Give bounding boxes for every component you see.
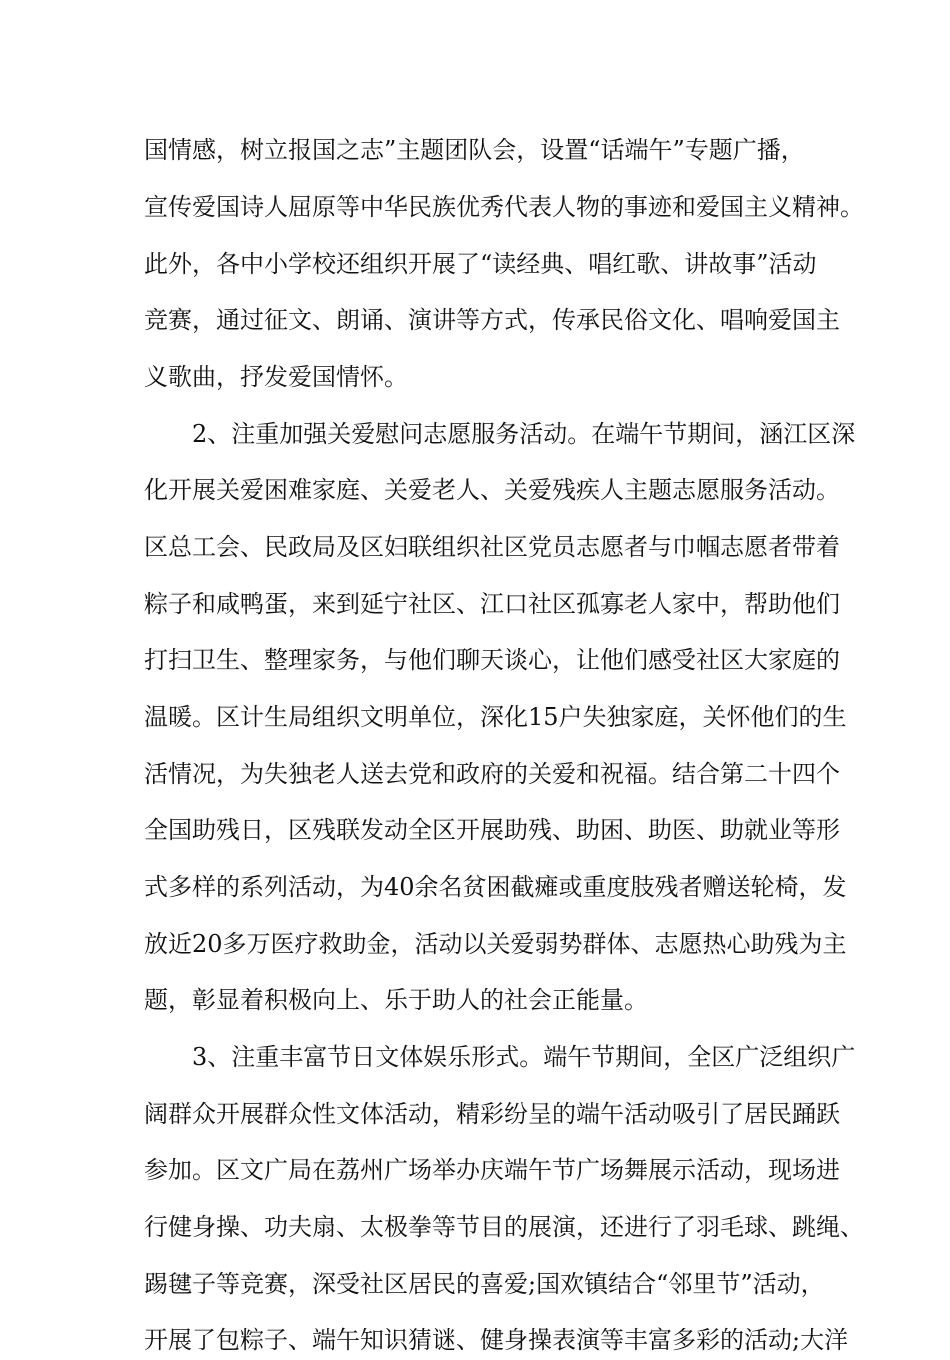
text-line: 宣传爱国诗人屈原等中华民族优秀代表人物的事迹和爱国主义精神。 [144,193,864,221]
text-line: 式多样的系列活动，为40余名贫困截瘫或重度肢残者赠送轮椅，发 [144,873,847,901]
text-line: 粽子和咸鸭蛋，来到延宁社区、江口社区孤寡老人家中，帮助他们 [144,590,840,618]
text-line: 活情况，为失独老人送去党和政府的关爱和祝福。结合第二十四个 [144,760,840,788]
text-line: 阔群众开展群众性文体活动，精彩纷呈的端午活动吸引了居民踊跃 [144,1100,840,1128]
text-line: 全国助残日，区残联发动全区开展助残、助困、助医、助就业等形 [144,816,840,844]
text-line: 题，彰显着积极向上、乐于助人的社会正能量。 [144,986,648,1014]
text-line: 放近20多万医疗救助金，活动以关爱弱势群体、志愿热心助残为主 [144,930,847,958]
text-line: 此外，各中小学校还组织开展了“读经典、唱红歌、讲故事”活动 [144,250,817,278]
paragraph-start-line: 3、注重丰富节日文体娱乐形式。端午节期间，全区广泛组织广 [192,1043,856,1071]
text-line: 行健身操、功夫扇、太极拳等节目的展演，还进行了羽毛球、跳绳、 [144,1213,864,1241]
text-line: 化开展关爱困难家庭、关爱老人、关爱残疾人主题志愿服务活动。 [144,476,840,504]
text-line: 参加。区文广局在荔州广场举办庆端午节广场舞展示活动，现场进 [144,1156,840,1184]
text-line: 国情感，树立报国之志”主题团队会，设置“话端午”专题广播， [144,136,805,164]
text-line: 踢毽子等竞赛，深受社区居民的喜爱;国欢镇结合“邻里节”活动， [144,1270,825,1298]
text-line: 义歌曲，抒发爱国情怀。 [144,363,408,391]
text-line: 竞赛，通过征文、朗诵、演讲等方式，传承民俗文化、唱响爱国主 [144,306,840,334]
paragraph-start-line: 2、注重加强关爱慰问志愿服务活动。在端午节期间，涵江区深 [192,420,856,448]
text-line: 打扫卫生、整理家务，与他们聊天谈心，让他们感受社区大家庭的 [144,646,840,674]
text-line: 开展了包粽子、端午知识猜谜、健身操表演等丰富多彩的活动;大洋 [144,1326,849,1354]
text-line: 区总工会、民政局及区妇联组织社区党员志愿者与巾帼志愿者带着 [144,533,840,561]
text-line: 温暖。区计生局组织文明单位，深化15户失独家庭，关怀他们的生 [144,703,847,731]
